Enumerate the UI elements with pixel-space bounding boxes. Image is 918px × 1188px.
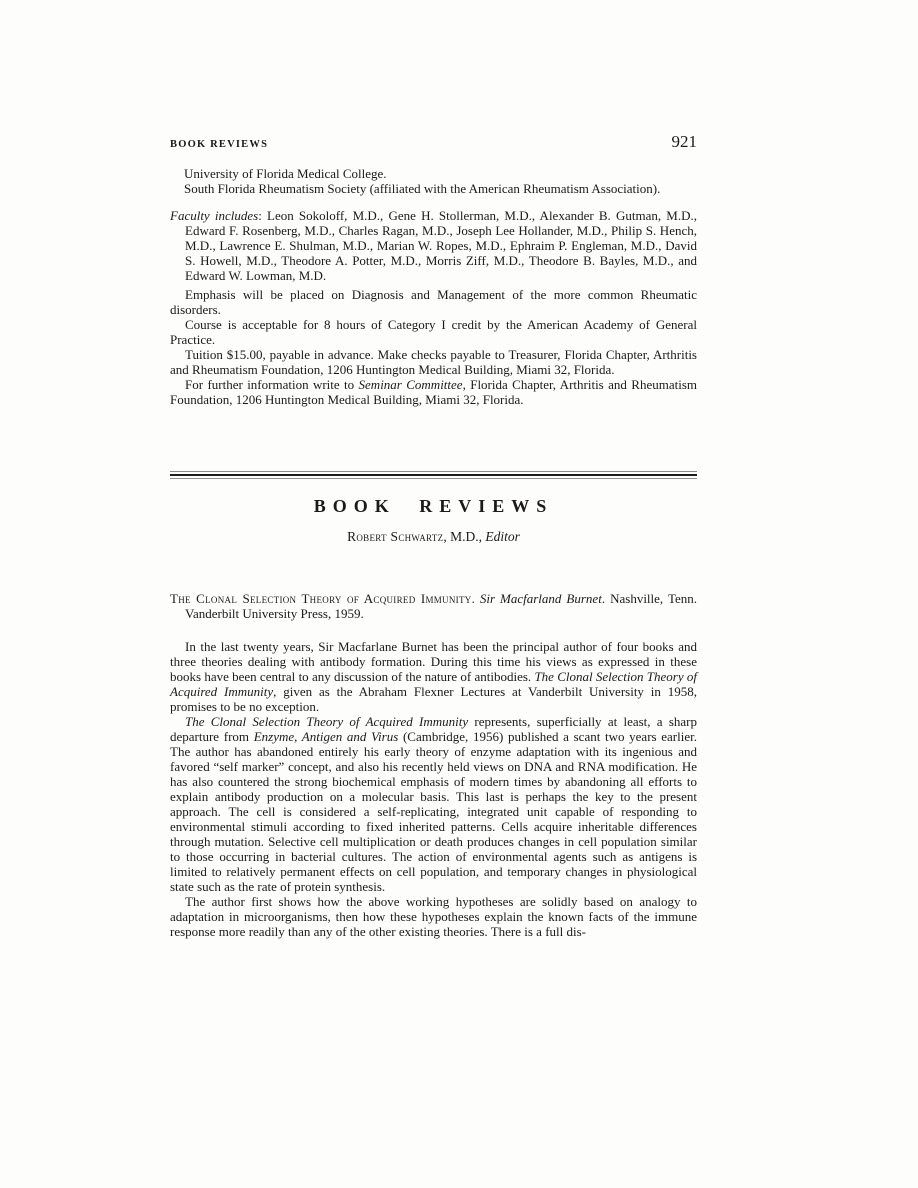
review-citation bbox=[170, 591, 697, 621]
announcement-paragraph bbox=[170, 377, 697, 407]
running-header bbox=[170, 134, 697, 154]
text-run: The author first shows how the above working hypotheses are solidly based on analogy to adaptation in microorganisms, then how these hypotheses explain the known facts of the immune response more readily than any of the other existing theories. There is a full dis- bbox=[170, 894, 697, 939]
text-run: Tuition $15.00, payable in advance. Make checks payable to Treasurer, Florida Chapter, Arthritis and Rheumatism Foundation, 1206 Huntington Medical Building, Miami 32, Florida. bbox=[170, 347, 697, 377]
announcement-paragraph bbox=[170, 347, 697, 377]
text-run: Sir Macfarland Burnet bbox=[479, 591, 602, 606]
text-run: Course is acceptable for 8 hours of Category I credit by the American Academy of General Practice. bbox=[170, 317, 697, 347]
section-editor-byline bbox=[170, 529, 697, 544]
announcement-item bbox=[170, 181, 697, 196]
running-header-title: BOOK REVIEWS bbox=[170, 139, 269, 150]
announcement-item bbox=[170, 166, 697, 181]
text-run: . bbox=[471, 591, 480, 606]
text-run: Faculty includes bbox=[170, 208, 259, 223]
text-run: . Nashville, Tenn. Vanderbilt University Press, 1959. bbox=[185, 591, 698, 621]
text-run: Seminar Committee bbox=[358, 377, 463, 392]
text-run: South Florida Rheumatism Society (affiliated with the American Rheumatism Association). bbox=[184, 181, 661, 196]
text-run: In the last twenty years, Sir Macfarlane Burnet has been the principal author of four books and three theories dealing with antibody formation. During this time his views as expressed in these books have been central to any discussion of the nature of antibodies. bbox=[170, 639, 697, 684]
text-run: Enzyme, Antigen and Virus bbox=[253, 729, 399, 744]
text-run: University of Florida Medical College. bbox=[184, 166, 387, 181]
text-run: : Leon Sokoloff, M.D., Gene H. Stollerman, M.D., Alexander B. Gutman, M.D., Edward F. Rosenberg, M.D., Charles Ragan, M.D., Joseph Lee Hollander, M.D., Philip S. Hench, M.D., Lawrence E. Shulman, M.D., Marian W. Ropes, M.D., Ephraim P. Engleman, M.D., David S. Howell, M.D., Theodore A. Potter, M.D., Morris Ziff, M.D., Theodore B. Bayles, M.D., and Edward W. Lowman, M.D. bbox=[185, 208, 697, 283]
text-run: , Florida Chapter, Arthritis and Rheumatism Foundation, 1206 Huntington Medical Building, Miami 32, Florida. bbox=[170, 377, 697, 407]
text-run: (Cambridge, 1956) published a scant two years earlier. The author has abandoned entirely his early theory of enzyme adaptation with its ingenious and favored “self marker” concept, and also his recently held views on DNA and RNA modification. He has also countered the strong biochemical emphasis of modern times by abandoning all efforts to explain antibody production on a molecular basis. This last is perhaps the key to the present approach. The cell is considered a self-replicating, integrated unit capable of responding to environmental stimuli according to fixed inherited patterns. Cells acquire inheritable differences through mutation. Selective cell multiplication or death produces changes in cell population similar to those occurring in bacterial cultures. The action of environmental agents such as antigens is limited to relatively permanent effects on cell population, and temporary changes in physiological state such as the rate of protein synthesis. bbox=[170, 729, 697, 894]
announcement-list bbox=[170, 166, 697, 196]
text-run: The Clonal Selection Theory of Acquired Immunity bbox=[170, 669, 697, 699]
announcement-paragraph bbox=[170, 317, 697, 347]
review-paragraph bbox=[170, 639, 697, 714]
text-run: Robert Schwartz bbox=[347, 529, 444, 544]
page-number: 921 bbox=[671, 132, 697, 151]
review-paragraph bbox=[170, 714, 697, 894]
text-run: Editor bbox=[485, 529, 520, 544]
section-title: BOOK REVIEWS bbox=[313, 496, 554, 516]
announcement-paragraph bbox=[170, 287, 697, 317]
text-run: , M.D., bbox=[443, 529, 486, 544]
text-run: represents, superficially at least, a sharp departure from bbox=[170, 714, 698, 744]
text-run: Emphasis will be placed on Diagnosis and Management of the more common Rheumatic disorders. bbox=[170, 287, 697, 317]
faculty-paragraph bbox=[170, 208, 697, 283]
text-column bbox=[170, 134, 697, 939]
review-paragraph bbox=[170, 894, 697, 939]
text-run: The Clonal Selection Theory of Acquired Immunity bbox=[170, 591, 472, 606]
section-divider-rule bbox=[170, 471, 697, 479]
text-run: For further information write to bbox=[185, 377, 359, 392]
text-run: , given as the Abraham Flexner Lectures at Vanderbilt University in 1958, promises to be no exception. bbox=[170, 684, 697, 714]
text-run: The Clonal Selection Theory of Acquired Immunity bbox=[185, 714, 469, 729]
